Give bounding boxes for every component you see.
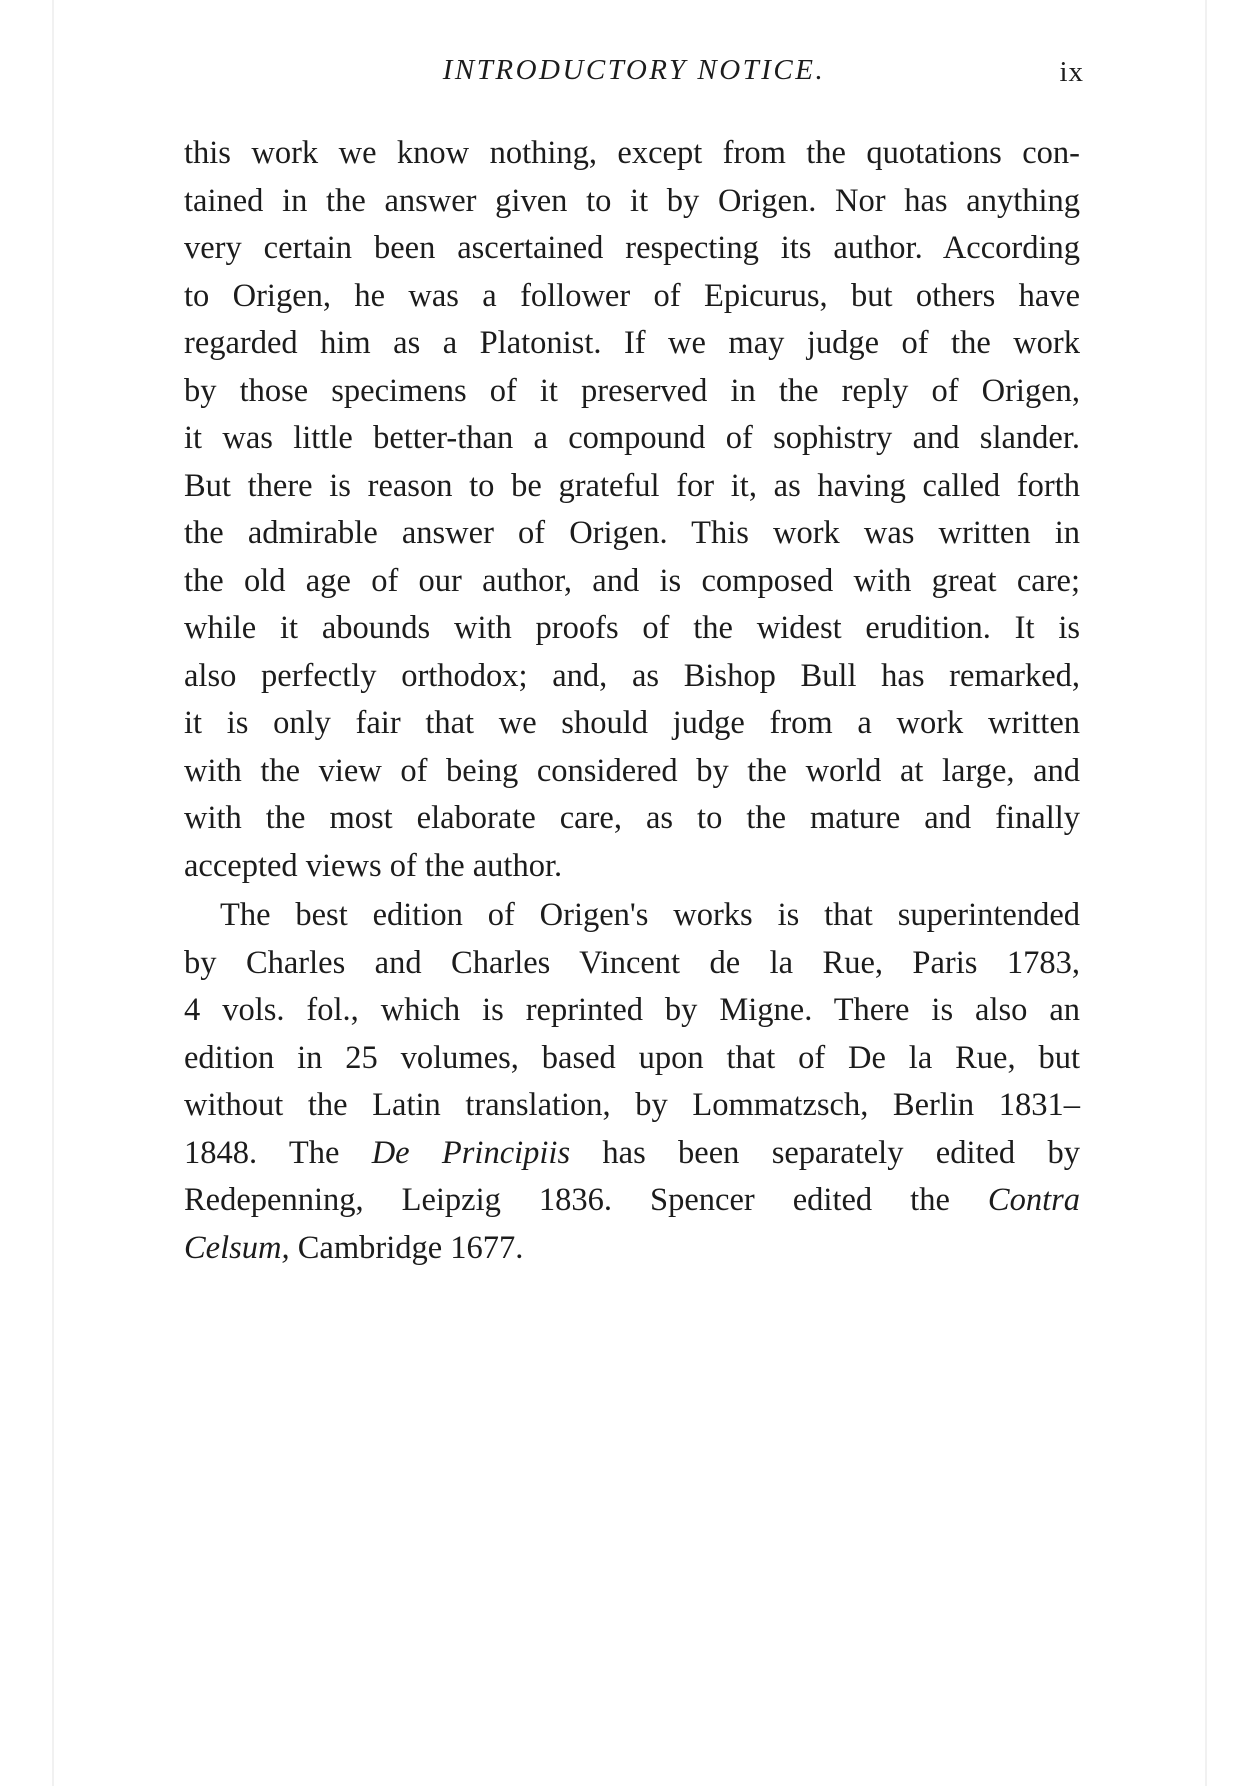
book-title-contra: Contra [987,1182,1080,1218]
text-line: this work we know nothing, except from the quotations con- [184,135,1080,171]
page-edge-right [1205,0,1207,1786]
book-title-celsum: Celsum, [184,1229,290,1266]
text-line: But there is reason to be grateful for it, as having called forth [184,467,1080,504]
text-line: while it abounds with proofs of the widest erudition. It is [184,610,1080,646]
page-edge-left [52,0,54,1786]
text-line [184,1225,1080,1273]
text-line: to Origen, he was a follower of Epicurus, but others have [184,277,1080,314]
text-line [184,1177,1080,1225]
text-line: it was little better-than a compound of sophistry and slander. [184,420,1080,456]
text-line: without the Latin translation, by Lommatzsch, Berlin 1831– [184,1087,1080,1123]
text-segment: Cambridge 1677. [289,1229,524,1266]
page-header [184,54,1084,94]
running-title: INTRODUCTORY NOTICE. [442,54,826,86]
text-line: accepted views of the author. [184,847,563,884]
text-line: regarded him as a Platonist. If we may judge of the work [184,325,1080,361]
paragraph-2 [184,892,1080,1272]
text-segment: has been separately edited by [570,1134,1080,1171]
text-line: The best edition of Origen's works is that superintended [220,897,1080,933]
text-line: it is only fair that we should judge from a work written [184,705,1080,741]
text-line: by Charles and Charles Vincent de la Rue, Paris 1783, [184,944,1080,981]
text-segment: 1848. The [184,1134,372,1171]
text-line: also perfectly orthodox; and, as Bishop Bull has remarked, [184,657,1080,694]
text-line: with the view of being considered by the world at large, and [184,752,1080,789]
page-number: ix [1059,56,1084,88]
text-line: with the most elaborate care, as to the mature and finally [184,800,1080,836]
text-line: edition in 25 volumes, based upon that of De la Rue, but [184,1039,1080,1076]
body-text [184,130,1080,1272]
paragraph-1 [184,130,1080,890]
text-segment: Redepenning, Leipzig 1836. Spencer edited the [184,1182,988,1218]
text-line: the admirable answer of Origen. This work was written in [184,515,1080,551]
text-line: the old age of our author, and is composed with great care; [184,562,1080,599]
text-line: 4 vols. fol., which is reprinted by Migne. There is also an [184,992,1080,1028]
text-line: very certain been ascertained respecting its author. According [184,230,1080,266]
text-line [184,1130,1080,1178]
book-title-de-principiis: De Principiis [371,1134,571,1171]
text-line: tained in the answer given to it by Origen. Nor has anything [184,182,1080,219]
text-line: by those specimens of it preserved in the reply of Origen, [184,372,1080,409]
